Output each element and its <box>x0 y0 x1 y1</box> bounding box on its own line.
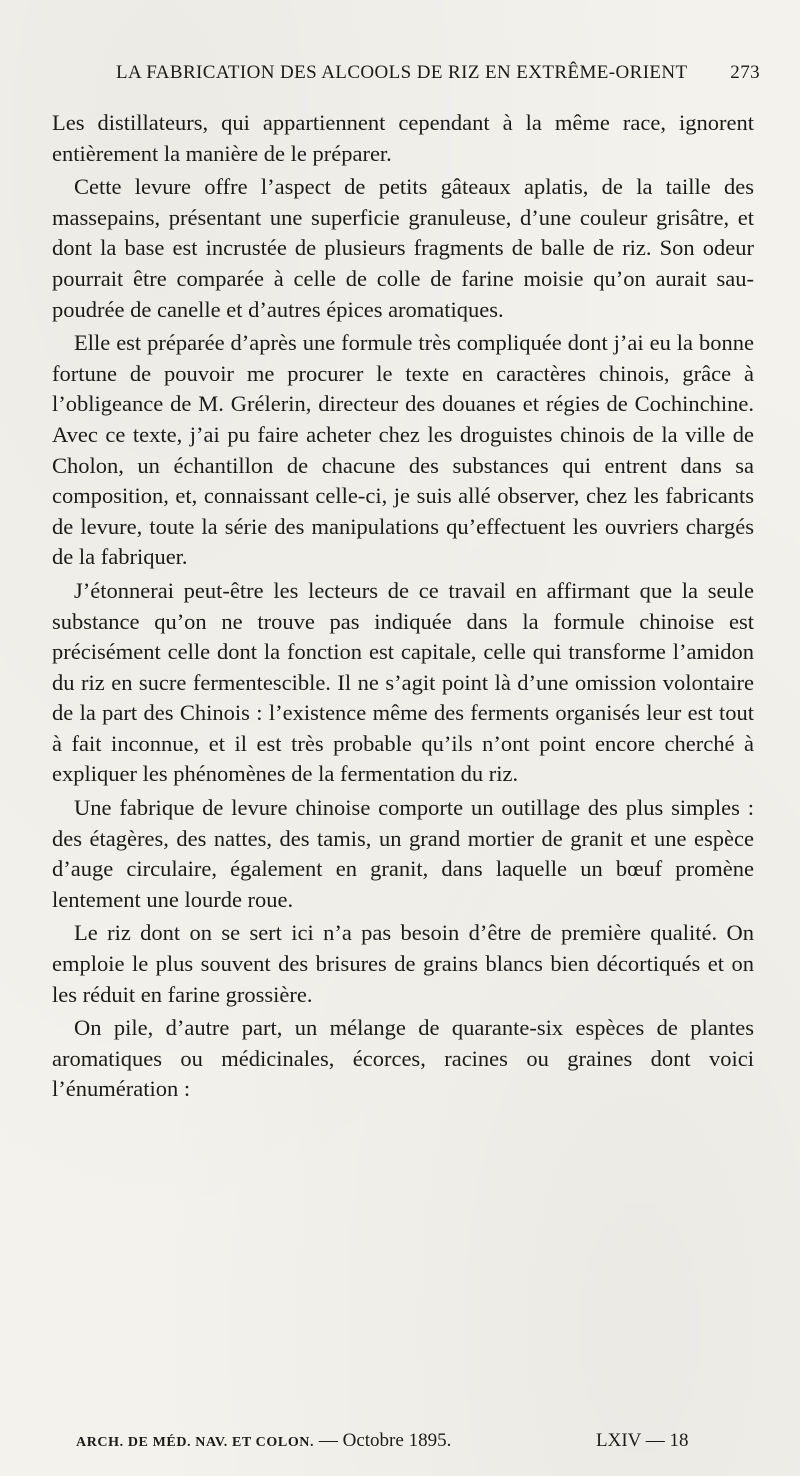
paragraph: Le riz dont on se sert ici n’a pas besoin d’être de première qualité. On emploie le plus souvent des brisures de grains blancs bien décortiqués et on les réduit en farine grossière. <box>52 920 754 1007</box>
signature-mark: LXIV — 18 <box>596 1430 689 1451</box>
journal-abbreviation: ARCH. DE MÉD. NAV. ET COLON. <box>76 1435 315 1450</box>
footer-dash: — <box>318 1430 338 1451</box>
issue-date: Octobre 1895. <box>342 1430 452 1451</box>
paragraph: Une fabrique de levure chinoise comporte un outillage des plus simples : des étagères, des nattes, des tamis, un grand mortier de granit et une espèce d’auge circulaire, également en granit, dans laquelle un bœuf promène lentement une lourde roue. <box>52 795 754 912</box>
page-number: 273 <box>730 62 760 83</box>
paragraph: J’étonnerai peut-être les lecteurs de ce travail en affirmant que la seule substance qu’on ne trouve pas indiquée dans la formule chinoise est précisément celle dont la fonction est capitale, celle qui transforme l’amidon du riz en sucre fermentescible. Il ne s’agit point là d’une omission volontaire de la part des Chinois : l’existence même des ferments organisés leur est tout à fait inconnue, et il est très probable qu’ils n’ont point encore cherché à expliquer les phénomènes de la fermentation du riz. <box>52 577 754 787</box>
paragraph: Cette levure offre l’aspect de petits gâteaux aplatis, de la taille des massepains, présentant une superficie granuleuse, d’une couleur grisâtre, et dont la base est incrustée de plusieurs fragments de balle de riz. Son odeur pourrait être comparée à celle de colle de farine moisie qu’on aurait saupoudrée de canelle et d’autres épices aromatiques. <box>52 174 754 322</box>
footer-citation <box>76 1430 451 1452</box>
paragraph: On pile, d’autre part, un mélange de quarante-six espèces de plantes aromatiques ou médicinales, écorces, racines ou graines dont voici l’énumération : <box>52 1015 754 1102</box>
page-footer <box>76 1430 752 1458</box>
running-head <box>116 62 760 90</box>
paragraph: Les distillateurs, qui appartiennent cependant à la même race, ignorent entièrement la manière de le préparer. <box>52 110 754 166</box>
body-text <box>52 108 754 1108</box>
paragraph: Elle est préparée d’après une formule très compliquée dont j’ai eu la bonne fortune de pouvoir me procurer le texte en caractères chinois, grâce à l’obligeance de M. Grélerin, directeur des douanes et régies de Cochinchine. Avec ce texte, j’ai pu faire acheter chez les droguistes chinois de la ville de Cholon, un échantillon de chacune des substances qui entrent dans sa composition, et, connaissant celle-ci, je suis allé observer, chez les fabricants de levure, toute la série des manipulations qu’effectuent les ouvriers chargés de la fabriquer. <box>52 330 754 570</box>
running-title: LA FABRICATION DES ALCOOLS DE RIZ EN EXTRÊME-ORIENT <box>116 62 688 83</box>
